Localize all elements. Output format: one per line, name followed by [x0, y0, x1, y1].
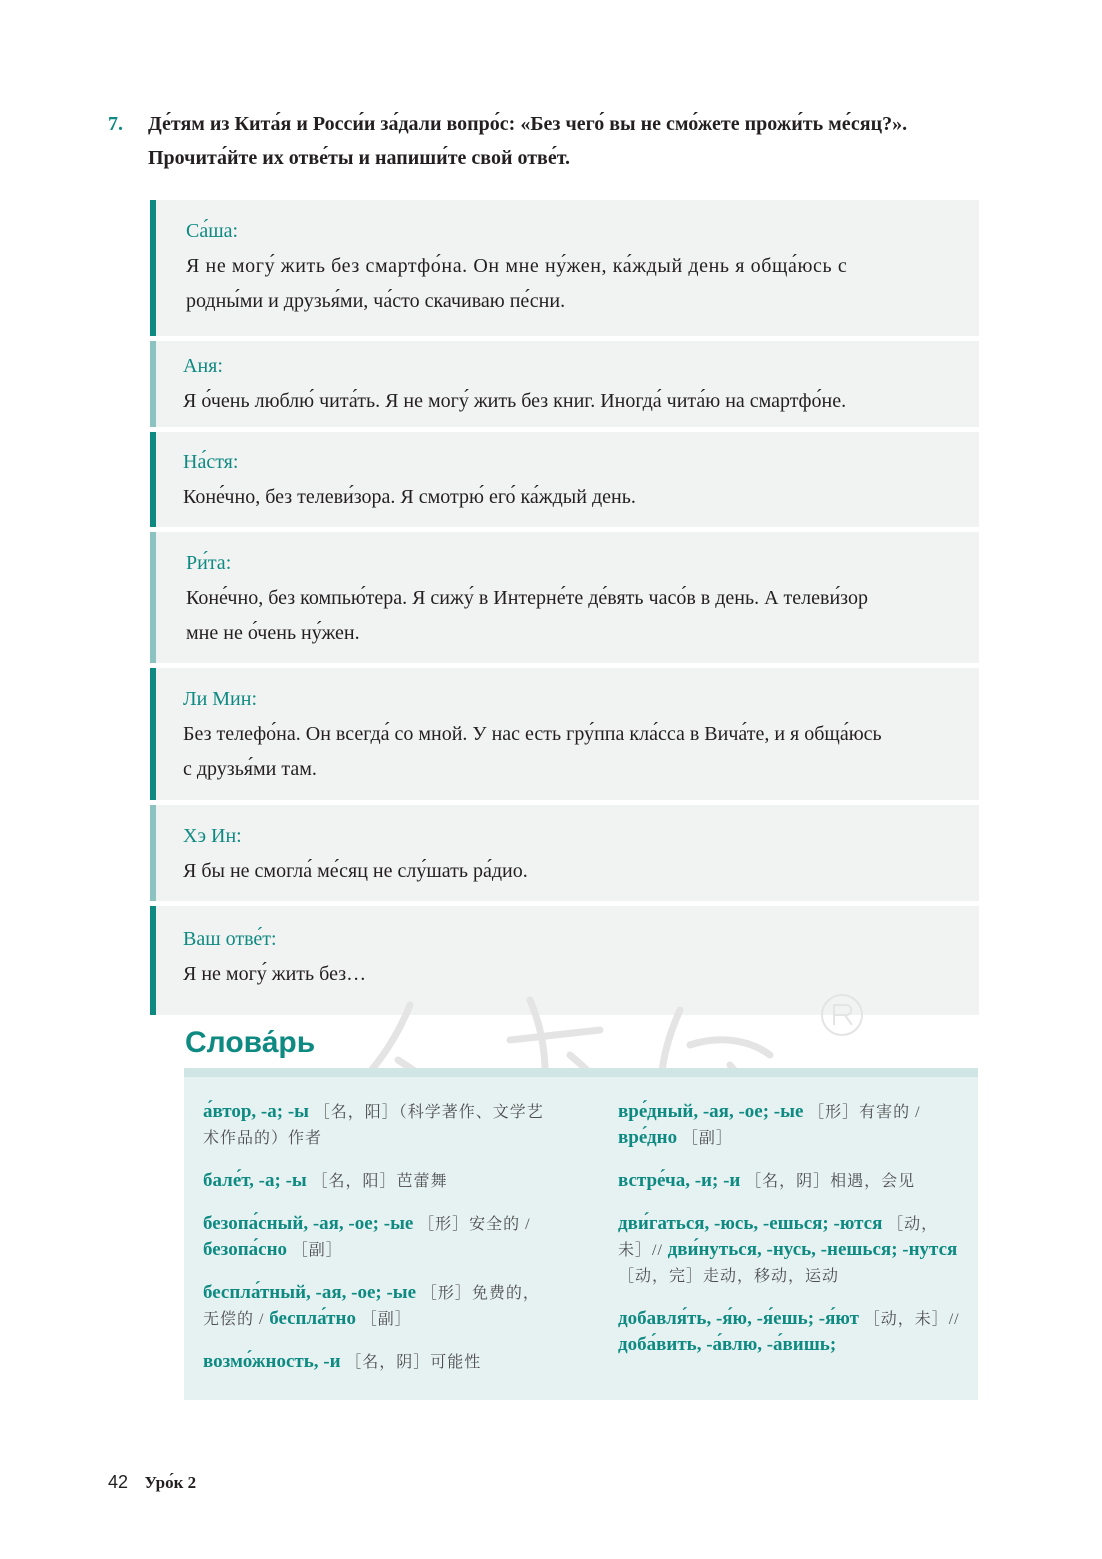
answer-name: Са́ша: [186, 220, 239, 242]
vocab-translation: ［副］ [360, 1311, 412, 1328]
vocab-headword-perfective: доба́вить, -а́влю, -а́вишь; [618, 1334, 837, 1355]
answer-line: Я не могу́ жить без смартфо́на. Он мне ну́жен, ка́ждый день я обща́юсь с [186, 255, 848, 277]
answer-card-nastya [150, 432, 979, 527]
answer-line: Я не могу́ жить без… [183, 963, 367, 985]
vocab-entry [203, 1099, 548, 1151]
answers-list [150, 200, 979, 1020]
vocab-translation: ［动，未］// [863, 1311, 960, 1328]
answer-name: Ли Мин: [183, 688, 258, 710]
vocab-translation: ［名，阳］（科学著作、文学艺术作品的）作者 [203, 1104, 544, 1147]
vocab-headword: встре́ча, -и; -и [618, 1170, 741, 1191]
answer-line: мне не о́чень ну́жен. [186, 622, 360, 644]
task-line-2: Прочита́йте их отве́ты и напиши́те свой отве́т. [148, 147, 571, 169]
answer-line: Я о́чень люблю́ чита́ть. Я не могу́ жить без книг. Иногда́ чита́ю на смартфо́не. [183, 390, 847, 412]
vocab-translation: ［名，阴］相遇，会见 [745, 1173, 916, 1190]
answer-line: Коне́чно, без компью́тера. Я сижу́ в Интерне́те де́вять часо́в в день. А телеви́зор [186, 587, 868, 609]
task-line-1: Де́тям из Кита́я и Росси́и за́дали вопро́с: «Без чего́ вы не смо́жете прожи́ть ме́сяц?». [148, 113, 908, 135]
vocab-headword: безопа́сный, -ая, -ое; -ые [203, 1213, 414, 1234]
vocab-translation: ［形］安全的 / [418, 1216, 531, 1233]
lesson-label: Уро́к 2 [144, 1473, 197, 1492]
vocab-headword-adverb: вре́дно [618, 1127, 678, 1148]
answer-name: На́стя: [183, 451, 239, 473]
vocab-headword: дви́гаться, -юсь, -ешься; -ются [618, 1213, 883, 1234]
answer-name: Ваш отве́т: [183, 928, 277, 950]
answer-line: родны́ми и друзья́ми, ча́сто скачиваю пе́сни. [186, 290, 566, 312]
vocab-translation: ［名，阳］芭蕾舞 [311, 1173, 448, 1190]
vocabulary-box [184, 1068, 978, 1400]
task-heading [108, 107, 1008, 175]
vocab-entry [618, 1099, 968, 1151]
vocab-entry [618, 1168, 968, 1194]
answer-card-he-in [150, 805, 979, 901]
vocab-headword: добавля́ть, -я́ю, -я́ешь; -я́ют [618, 1308, 859, 1329]
answer-card-rita [150, 532, 979, 663]
vocab-headword-adverb: беспла́тно [269, 1308, 356, 1329]
vocab-headword: беспла́тный, -ая, -ое; -ые [203, 1282, 417, 1303]
vocab-entry [618, 1211, 968, 1289]
answer-name: Хэ Ин: [183, 825, 242, 847]
vocab-translation: ［动，完］走动，移动，运动 [618, 1268, 840, 1285]
answer-name: Аня: [183, 355, 223, 377]
vocab-headword-perfective: дви́нуться, -нусь, -нешься; -нутся [667, 1239, 958, 1260]
answer-line: с друзья́ми там. [183, 758, 317, 780]
answer-card-sasha [150, 200, 979, 336]
vocabulary-title: Слова́рь [185, 1026, 316, 1059]
vocab-translation: ［形］免费的，无偿的 / [203, 1285, 540, 1328]
vocab-entry [203, 1349, 548, 1375]
answer-line: Без телефо́на. Он всегда́ со мной. У нас есть гру́ппа кла́сса в Вича́те, и я обща́юсь [183, 723, 882, 745]
answer-line: Я бы не смогла́ ме́сяц не слу́шать ра́дио. [183, 860, 528, 882]
vocabulary-right-column [618, 1099, 968, 1374]
answer-card-anya [150, 341, 979, 427]
vocab-entry [618, 1306, 968, 1357]
vocab-translation: ［副］ [291, 1242, 343, 1259]
vocab-headword-adverb: безопа́сно [203, 1239, 288, 1260]
vocab-headword: а́втор, -а; -ы [203, 1101, 310, 1122]
vocab-entry [203, 1168, 548, 1194]
vocab-translation: ［名，阴］可能性 [345, 1354, 482, 1371]
answer-name: Ри́та: [186, 552, 232, 574]
answer-card-your-answer [150, 906, 979, 1015]
vocab-entry [203, 1280, 548, 1332]
vocab-headword: возмо́жность, -и [203, 1351, 341, 1372]
vocab-translation: ［形］有害的 / [808, 1104, 921, 1121]
page-footer [108, 1472, 196, 1493]
page-number: 42 [108, 1472, 129, 1492]
vocab-headword: бале́т, -а; -ы [203, 1170, 307, 1191]
answer-line: Коне́чно, без телеви́зора. Я смотрю́ его́ ка́ждый день. [183, 486, 636, 508]
task-number: 7. [108, 113, 123, 135]
vocabulary-left-column [203, 1099, 548, 1392]
vocab-translation: ［动，未］// [618, 1216, 939, 1259]
vocab-translation: ［副］ [681, 1130, 733, 1147]
vocab-entry [203, 1211, 548, 1263]
vocab-headword: вре́дный, -ая, -ое; -ые [618, 1101, 804, 1122]
answer-card-li-min [150, 668, 979, 800]
